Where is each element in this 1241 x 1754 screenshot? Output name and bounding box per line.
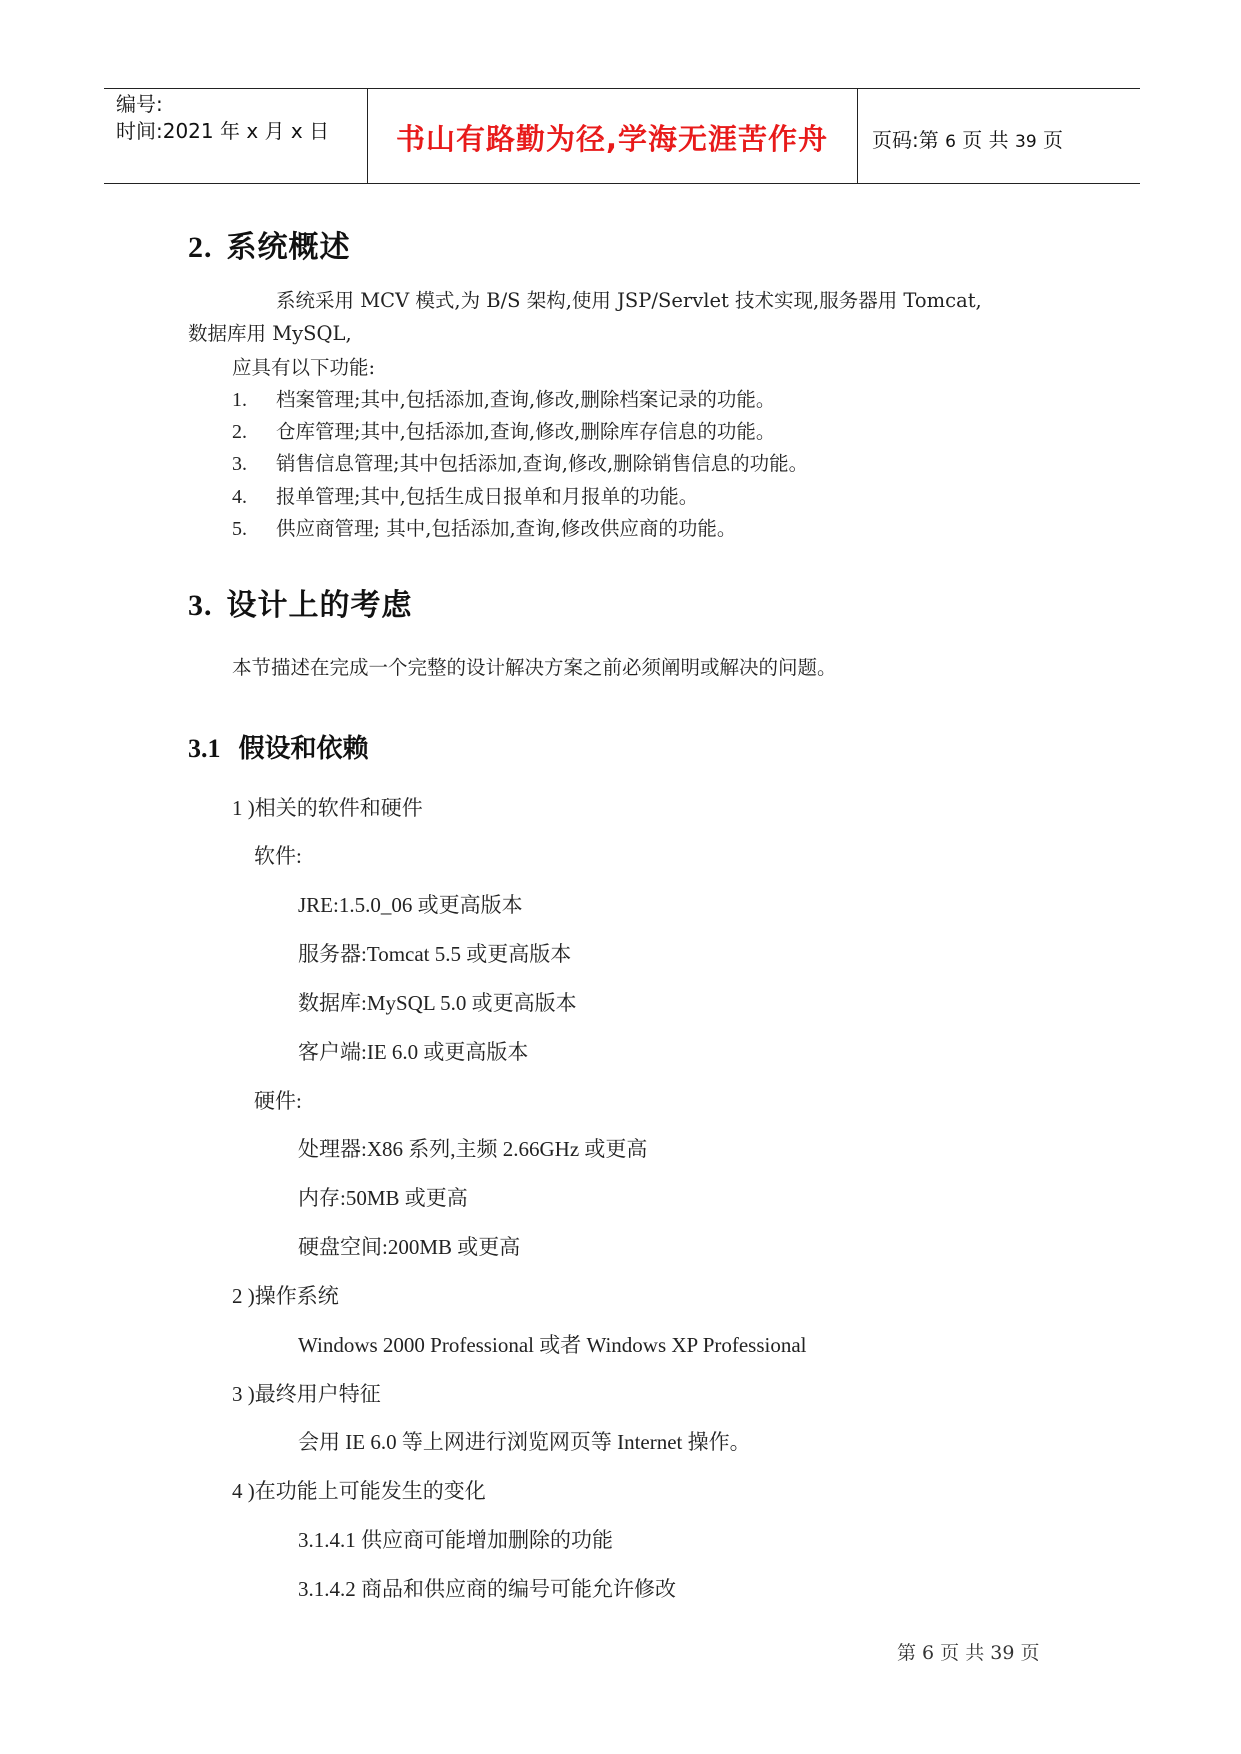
header-divider (857, 89, 858, 183)
list-item: 2. 仓库管理;其中,包括添加,查询,修改,删除库存信息的功能。 (232, 420, 776, 443)
section-title: 设计上的考虑 (226, 588, 413, 623)
requirement-line: JRE:1.5.0_06 或更高版本 (298, 893, 523, 917)
header-motto: 书山有路勤为径,学海无涯苦作舟 (395, 122, 829, 156)
section-2-intro: 应具有以下功能: (232, 356, 376, 379)
page-footer: 第 6 页 共 39 页 (897, 1642, 1040, 1664)
section-3-heading (188, 580, 413, 624)
requirement-line: 客户端:IE 6.0 或更高版本 (298, 1040, 529, 1064)
section-number: 2. (188, 231, 213, 264)
section-2-heading (188, 222, 351, 266)
requirement-line: 数据库:MySQL 5.0 或更高版本 (298, 991, 577, 1015)
section-title: 假设和依赖 (238, 734, 369, 764)
requirement-line: 3.1.4.2 商品和供应商的编号可能允许修改 (298, 1577, 676, 1601)
page-header (104, 88, 1140, 184)
requirement-line: 3.1.4.1 供应商可能增加删除的功能 (298, 1528, 613, 1552)
header-time-label: 时间:2021 年 x 月 x 日 (116, 119, 330, 143)
section-title: 系统概述 (226, 230, 351, 265)
sub-heading-users: 3 )最终用户特征 (232, 1382, 381, 1406)
software-label: 软件: (254, 844, 302, 868)
sub-heading-os: 2 )操作系统 (232, 1284, 339, 1308)
page-total: 39 (1015, 132, 1037, 152)
requirement-line: Windows 2000 Professional 或者 Windows XP Professional (298, 1333, 807, 1357)
list-item: 5. 供应商管理; 其中,包括添加,查询,修改供应商的功能。 (232, 517, 737, 540)
requirement-line: 会用 IE 6.0 等上网进行浏览网页等 Internet 操作。 (298, 1430, 751, 1454)
requirement-line: 内存:50MB 或更高 (298, 1186, 468, 1210)
list-item: 3. 销售信息管理;其中包括添加,查询,修改,删除销售信息的功能。 (232, 452, 809, 475)
section-number: 3.1 (188, 734, 221, 763)
hardware-label: 硬件: (254, 1089, 302, 1113)
requirement-line: 硬盘空间:200MB 或更高 (298, 1235, 521, 1259)
section-2-para-line2: 数据库用 MySQL, (188, 322, 352, 345)
list-item: 1. 档案管理;其中,包括添加,查询,修改,删除档案记录的功能。 (232, 388, 776, 411)
sub-heading-changes: 4 )在功能上可能发生的变化 (232, 1479, 486, 1503)
page-mid: 页 共 (955, 128, 1016, 152)
page-prefix: 页码:第 (872, 128, 946, 152)
header-page-info (872, 124, 1063, 153)
page-suffix: 页 (1036, 128, 1064, 152)
section-2-para-line1: 系统采用 MCV 模式,为 B/S 架构,使用 JSP/Servlet 技术实现,服务器用 Tomcat, (276, 289, 982, 312)
requirement-line: 处理器:X86 系列,主频 2.66GHz 或更高 (298, 1137, 648, 1161)
section-number: 3. (188, 589, 213, 622)
header-meta (116, 91, 329, 145)
requirement-line: 服务器:Tomcat 5.5 或更高版本 (298, 942, 572, 966)
sub-heading-software-hardware: 1 )相关的软件和硬件 (232, 796, 423, 820)
page-number: 6 (945, 132, 956, 152)
header-number-label: 编号: (116, 92, 163, 116)
section-3-para: 本节描述在完成一个完整的设计解决方案之前必须阐明或解决的问题。 (232, 656, 837, 679)
list-item: 4. 报单管理;其中,包括生成日报单和月报单的功能。 (232, 485, 699, 508)
section-3-1-heading (188, 728, 369, 765)
